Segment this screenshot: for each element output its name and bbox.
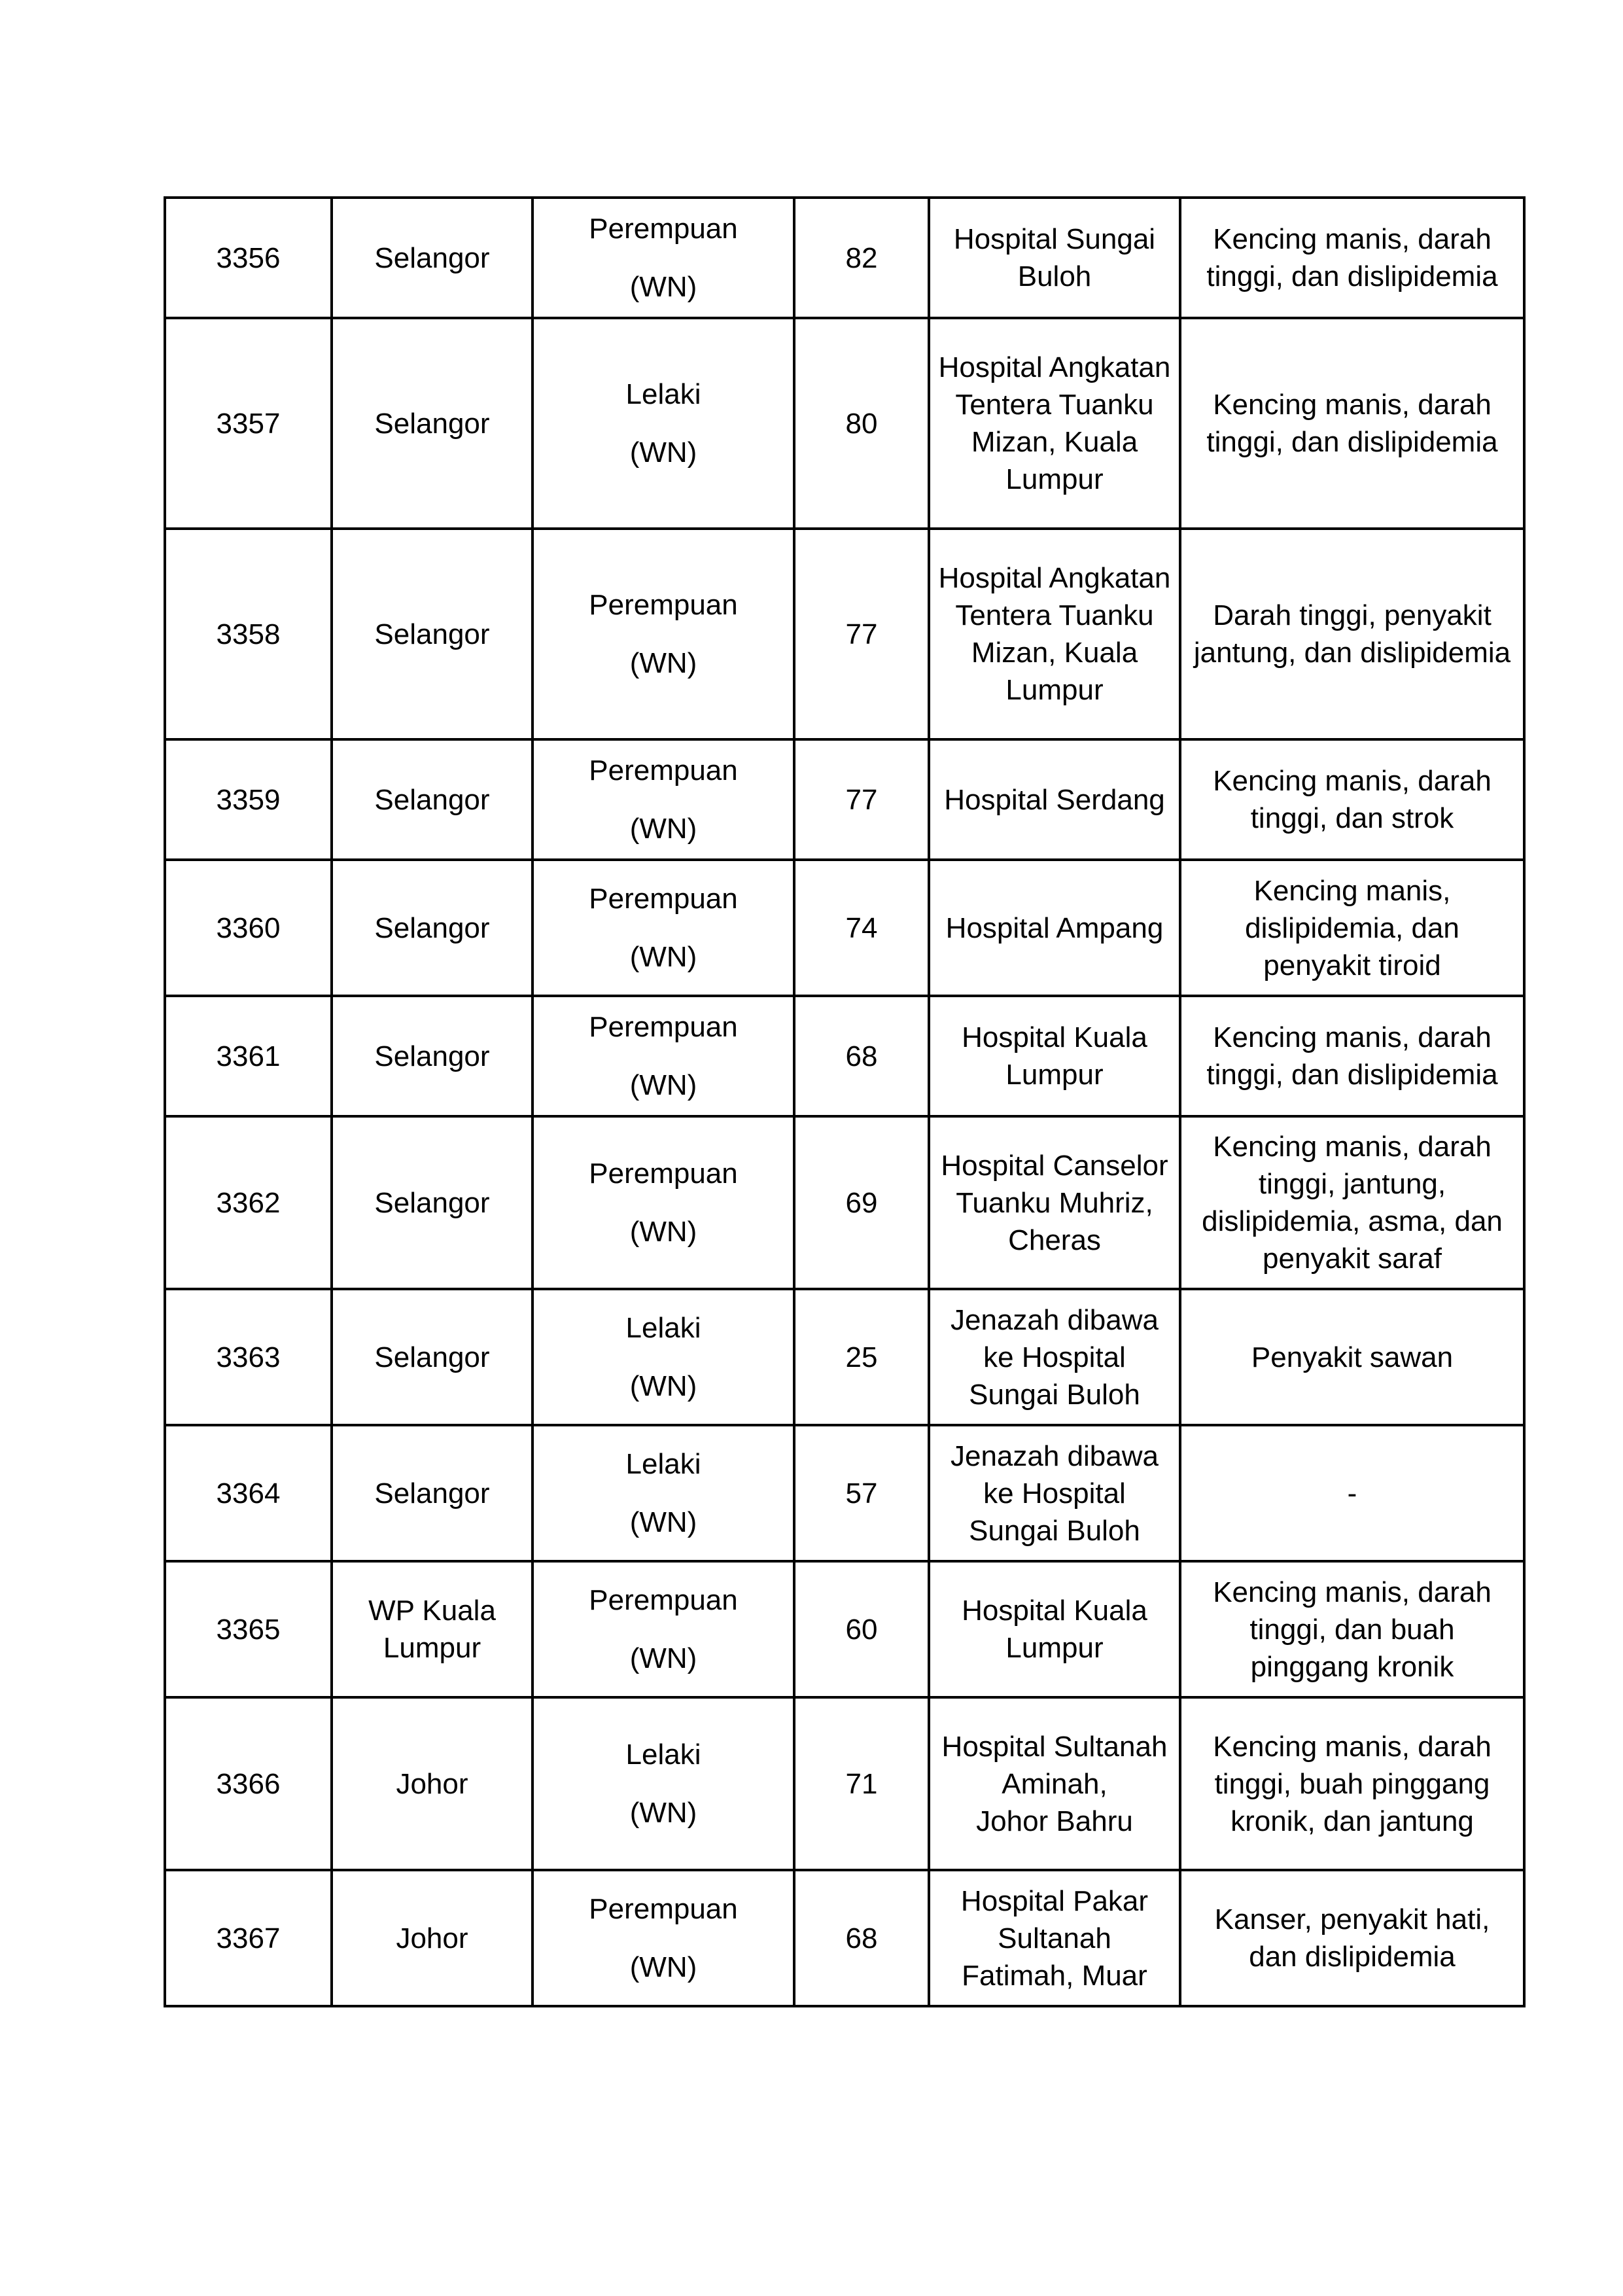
case-number-cell: 3360 [165,860,332,996]
table-row [165,318,1524,529]
case-number-cell: 3362 [165,1116,332,1289]
state-cell: Selangor [332,529,532,739]
table-row [165,1289,1524,1425]
gender-cell [532,1870,794,2006]
facility-cell: Hospital Ampang [929,860,1180,996]
state-cell: Selangor [332,860,532,996]
gender-cell [532,198,794,318]
gender-label: Perempuan [589,754,738,786]
gender-label: Perempuan [589,1157,738,1190]
facility-cell: Jenazah dibawa ke Hospital Sungai Buloh [929,1289,1180,1425]
comorbidities-cell: Kencing manis, darah tinggi, dan dislipidemia [1180,198,1524,318]
age-cell: 68 [794,996,929,1116]
comorbidities-cell: Kencing manis, darah tinggi, jantung, dislipidemia, asma, dan penyakit saraf [1180,1116,1524,1289]
facility-cell: Hospital Sungai Buloh [929,198,1180,318]
gender-cell [532,529,794,739]
gender-cell [532,739,794,860]
gender-cell [532,1425,794,1561]
table-body [165,198,1524,2006]
comorbidities-cell: Darah tinggi, penyakit jantung, dan dislipidemia [1180,529,1524,739]
citizenship-label: (WN) [629,1069,697,1101]
state-cell: Selangor [332,318,532,529]
state-cell: Selangor [332,198,532,318]
gender-label: Lelaki [625,378,701,410]
gender-cell [532,1697,794,1870]
gender-cell [532,1289,794,1425]
citizenship-label: (WN) [629,271,697,303]
case-number-cell: 3358 [165,529,332,739]
citizenship-label: (WN) [629,1216,697,1248]
citizenship-label: (WN) [629,813,697,845]
comorbidities-cell: Kencing manis, darah tinggi, dan dislipidemia [1180,318,1524,529]
table-row [165,739,1524,860]
state-cell: WP Kuala Lumpur [332,1561,532,1697]
facility-cell: Hospital Angkatan Tentera Tuanku Mizan, Kuala Lumpur [929,529,1180,739]
age-cell: 25 [794,1289,929,1425]
facility-cell: Hospital Canselor Tuanku Muhriz, Cheras [929,1116,1180,1289]
gender-label: Perempuan [589,1011,738,1043]
comorbidities-cell: Kencing manis, darah tinggi, dan strok [1180,739,1524,860]
table-row [165,1116,1524,1289]
age-cell: 74 [794,860,929,996]
case-number-cell: 3367 [165,1870,332,2006]
gender-label: Lelaki [625,1448,701,1480]
state-cell: Johor [332,1870,532,2006]
facility-cell: Hospital Angkatan Tentera Tuanku Mizan, Kuala Lumpur [929,318,1180,529]
state-cell: Selangor [332,1116,532,1289]
facility-cell: Jenazah dibawa ke Hospital Sungai Buloh [929,1425,1180,1561]
age-cell: 68 [794,1870,929,2006]
citizenship-label: (WN) [629,941,697,973]
state-cell: Selangor [332,1425,532,1561]
table-row [165,860,1524,996]
case-number-cell: 3363 [165,1289,332,1425]
case-number-cell: 3357 [165,318,332,529]
case-number-cell: 3364 [165,1425,332,1561]
comorbidities-cell: Kencing manis, darah tinggi, dan buah pinggang kronik [1180,1561,1524,1697]
death-cases-table [164,196,1526,2007]
case-number-cell: 3359 [165,739,332,860]
age-cell: 60 [794,1561,929,1697]
age-cell: 71 [794,1697,929,1870]
citizenship-label: (WN) [629,1951,697,1983]
state-cell: Selangor [332,1289,532,1425]
facility-cell: Hospital Pakar Sultanah Fatimah, Muar [929,1870,1180,2006]
case-number-cell: 3356 [165,198,332,318]
gender-label: Perempuan [589,213,738,245]
age-cell: 57 [794,1425,929,1561]
age-cell: 77 [794,739,929,860]
citizenship-label: (WN) [629,1506,697,1538]
age-cell: 82 [794,198,929,318]
table-row [165,1697,1524,1870]
gender-label: Perempuan [589,883,738,915]
case-number-cell: 3366 [165,1697,332,1870]
age-cell: 80 [794,318,929,529]
comorbidities-cell: Kencing manis, darah tinggi, dan dislipidemia [1180,996,1524,1116]
gender-label: Perempuan [589,589,738,621]
comorbidities-cell: Kencing manis, darah tinggi, buah pinggang kronik, dan jantung [1180,1697,1524,1870]
state-cell: Selangor [332,739,532,860]
table-row [165,529,1524,739]
gender-cell [532,860,794,996]
gender-label: Perempuan [589,1584,738,1616]
comorbidities-cell: - [1180,1425,1524,1561]
gender-label: Perempuan [589,1893,738,1925]
table-row [165,1425,1524,1561]
age-cell: 77 [794,529,929,739]
citizenship-label: (WN) [629,1797,697,1829]
comorbidities-cell: Kencing manis, dislipidemia, dan penyakit tiroid [1180,860,1524,996]
table-row [165,996,1524,1116]
table-row [165,1870,1524,2006]
state-cell: Johor [332,1697,532,1870]
citizenship-label: (WN) [629,1370,697,1402]
facility-cell: Hospital Serdang [929,739,1180,860]
state-cell: Selangor [332,996,532,1116]
gender-label: Lelaki [625,1312,701,1344]
citizenship-label: (WN) [629,1642,697,1674]
case-number-cell: 3365 [165,1561,332,1697]
gender-cell [532,318,794,529]
case-number-cell: 3361 [165,996,332,1116]
gender-label: Lelaki [625,1739,701,1771]
facility-cell: Hospital Sultanah Aminah, Johor Bahru [929,1697,1180,1870]
table-row [165,198,1524,318]
comorbidities-cell: Kanser, penyakit hati, dan dislipidemia [1180,1870,1524,2006]
gender-cell [532,1561,794,1697]
gender-cell [532,1116,794,1289]
table-row [165,1561,1524,1697]
citizenship-label: (WN) [629,647,697,679]
comorbidities-cell: Penyakit sawan [1180,1289,1524,1425]
citizenship-label: (WN) [629,436,697,468]
gender-cell [532,996,794,1116]
facility-cell: Hospital Kuala Lumpur [929,996,1180,1116]
age-cell: 69 [794,1116,929,1289]
facility-cell: Hospital Kuala Lumpur [929,1561,1180,1697]
